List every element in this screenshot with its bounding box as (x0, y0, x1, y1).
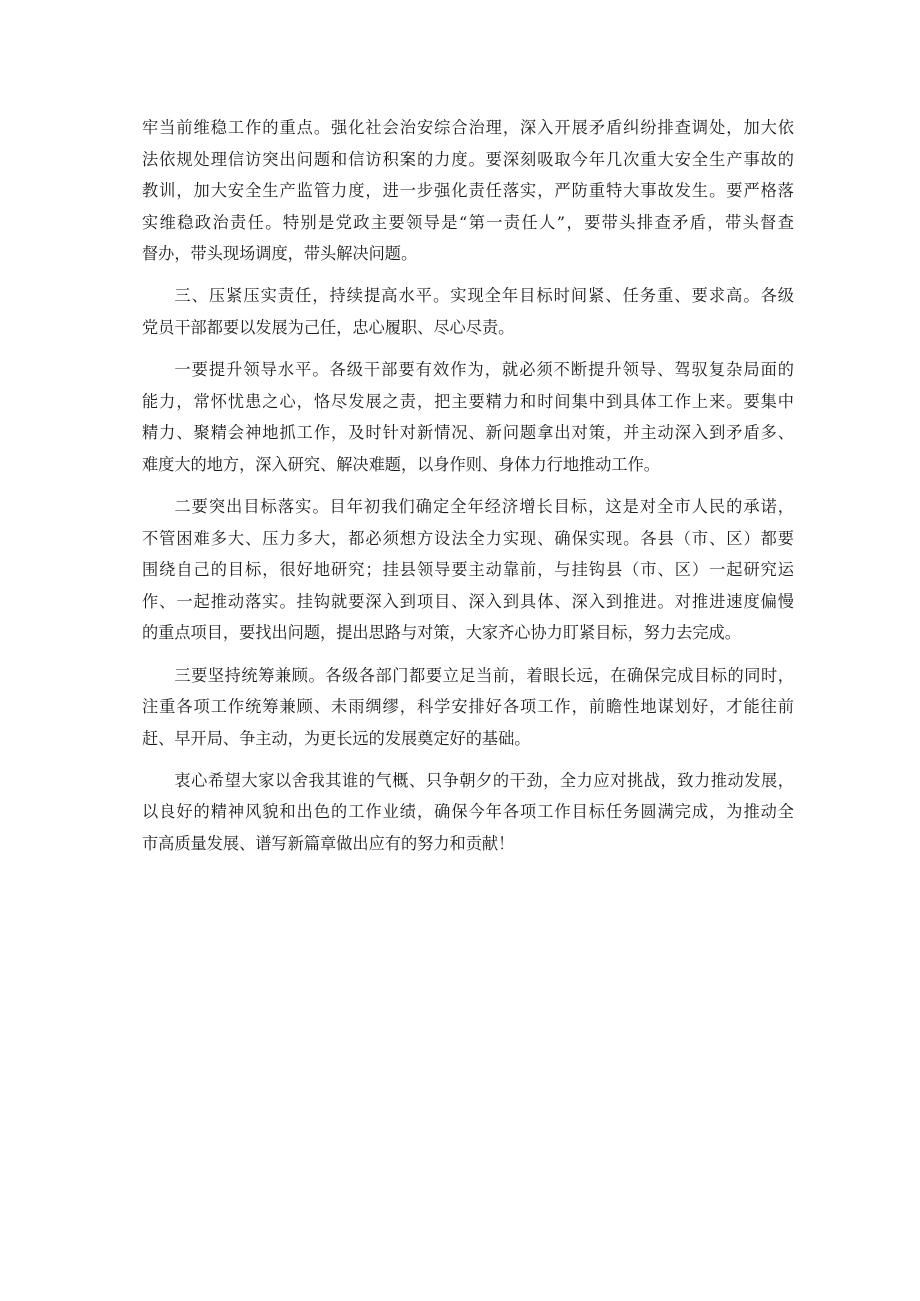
text-line: 三、压紧压实责任，持续提高水平。实现全年目标时间紧、任务重、要求高。各级 (174, 286, 794, 306)
text-line: 二要突出目标落实。目年初我们确定全年经济增长目标，这是对全市人民的承诺， (174, 497, 794, 517)
paragraph-closing (142, 765, 794, 860)
paragraph-targets (142, 491, 794, 649)
text-line: 作、一起推动落实。挂钩就要深入到项目、深入到具体、深入到推进。对推进速度偏慢 (142, 591, 794, 611)
text-line: 教训，加大安全生产监管力度，进一步强化责任落实，严防重特大事故发生。要严格落 (142, 181, 794, 201)
text-line: 难度大的地方，深入研究、解决难题，以身作则、身体力行地推动工作。 (142, 454, 660, 474)
text-line: 市高质量发展、谱写新篇章做出应有的努力和贡献！ (142, 833, 515, 853)
text-line: 能力，常怀忧患之心，恪尽发展之责，把主要精力和时间集中到具体工作上来。要集中 (142, 391, 794, 411)
paragraph (142, 112, 794, 270)
text-line: 以良好的精神风貌和出色的工作业绩，确保今年各项工作目标任务圆满完成，为推动全 (142, 802, 794, 822)
text-line: 衷心希望大家以舍我其谁的气概、只争朝夕的干劲，全力应对挑战，致力推动发展， (174, 770, 794, 790)
document-body (142, 112, 794, 870)
paragraph-leadership (142, 354, 794, 480)
text-line: 围绕自己的目标，很好地研究；挂县领导要主动靠前，与挂钩县（市、区）一起研究运 (142, 560, 794, 580)
text-line: 法依规处理信访突出问题和信访积案的力度。要深刻吸取今年几次重大安全生产事故的 (142, 149, 794, 169)
text-line: 牢当前维稳工作的重点。强化社会治安综合治理，深入开展矛盾纠纷排查调处，加大依 (142, 118, 794, 137)
text-line: 三要坚持统筹兼顾。各级各部门都要立足当前，着眼长远，在确保完成目标的同时， (174, 665, 794, 685)
text-line: 不管困难多大、压力多大，都必须想方设法全力实现、确保实现。各县（市、区）都要 (142, 528, 794, 548)
paragraph-coordination (142, 660, 794, 755)
text-line: 督办，带头现场调度，带头解决问题。 (142, 244, 418, 264)
text-line: 赶、早开局、争主动，为更长远的发展奠定好的基础。 (142, 728, 531, 748)
text-line: 精力、聚精会神地抓工作，及时针对新情况、新问题拿出对策，并主动深入到矛盾多、 (142, 423, 794, 443)
text-line: 实维稳政治责任。特别是党政主要领导是“第一责任人”，要带头排查矛盾，带头督查 (142, 212, 794, 232)
paragraph-section-three (142, 280, 794, 343)
text-line: 的重点项目，要找出问题，提出思路与对策，大家齐心协力盯紧目标，努力去完成。 (142, 623, 741, 643)
text-line: 一要提升领导水平。各级干部要有效作为，就必须不断提升领导、驾驭复杂局面的 (174, 360, 794, 380)
text-line: 党员干部都要以发展为己任，忠心履职、尽心尽责。 (142, 318, 515, 338)
text-line: 注重各项工作统筹兼顾、未雨绸缪，科学安排好各项工作，前瞻性地谋划好，才能往前 (142, 697, 794, 717)
